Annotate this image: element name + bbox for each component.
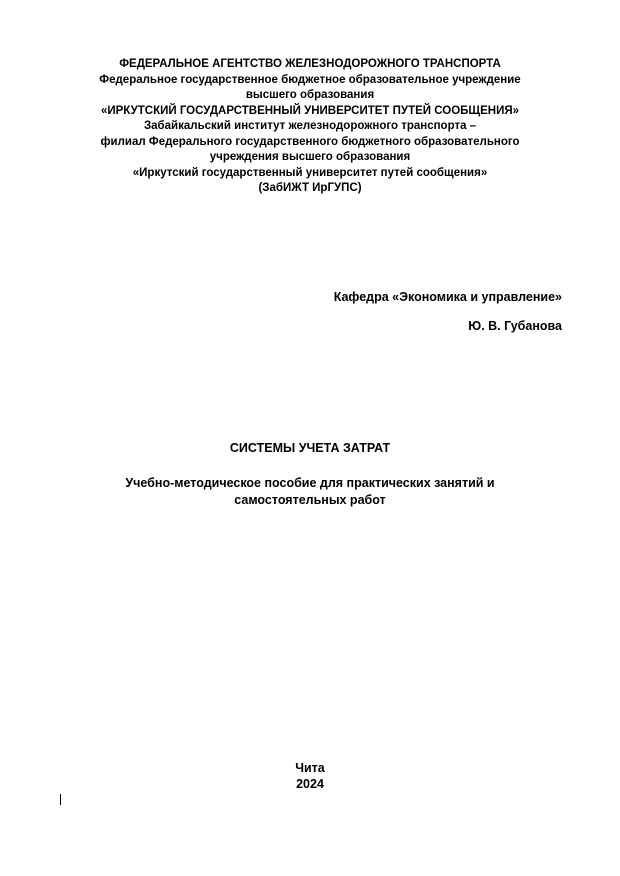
department-author-block bbox=[334, 289, 562, 334]
document-subtitle bbox=[60, 475, 560, 509]
title-block bbox=[60, 440, 560, 509]
document-title: СИСТЕМЫ УЧЕТА ЗАТРАТ bbox=[229, 441, 391, 455]
header-line: филиал Федерального государственного бюджетного образовательного bbox=[100, 135, 520, 148]
header-line: высшего образования bbox=[245, 89, 375, 101]
place-year-block bbox=[60, 760, 560, 792]
header-line: «ИРКУТСКИЙ ГОСУДАРСТВЕННЫЙ УНИВЕРСИТЕТ ПУТЕЙ СООБЩЕНИЯ» bbox=[100, 104, 520, 117]
header-line: ФЕДЕРАЛЬНОЕ АГЕНТСТВО ЖЕЛЕЗНОДОРОЖНОГО ТРАНСПОРТА bbox=[119, 58, 501, 70]
header-line: Забайкальский институт железнодорожного транспорта – bbox=[143, 120, 477, 132]
header-line: (ЗабИЖТ ИрГУПС) bbox=[258, 182, 362, 194]
city: Чита bbox=[295, 761, 325, 775]
subtitle-line: самостоятельных работ bbox=[234, 493, 386, 507]
header-line: учреждения высшего образования bbox=[209, 151, 411, 163]
author-name: Ю. В. Губанова bbox=[468, 319, 562, 333]
header-line: Федеральное государственное бюджетное образовательное учреждение bbox=[99, 73, 521, 86]
header-line: «Иркутский государственный университет путей сообщения» bbox=[132, 166, 488, 179]
institution-header bbox=[60, 57, 560, 197]
text-cursor-mark bbox=[60, 794, 61, 805]
subtitle-line: Учебно-методическое пособие для практических занятий и bbox=[125, 476, 495, 490]
year: 2024 bbox=[296, 777, 324, 791]
department-name: Кафедра «Экономика и управление» bbox=[333, 290, 562, 304]
